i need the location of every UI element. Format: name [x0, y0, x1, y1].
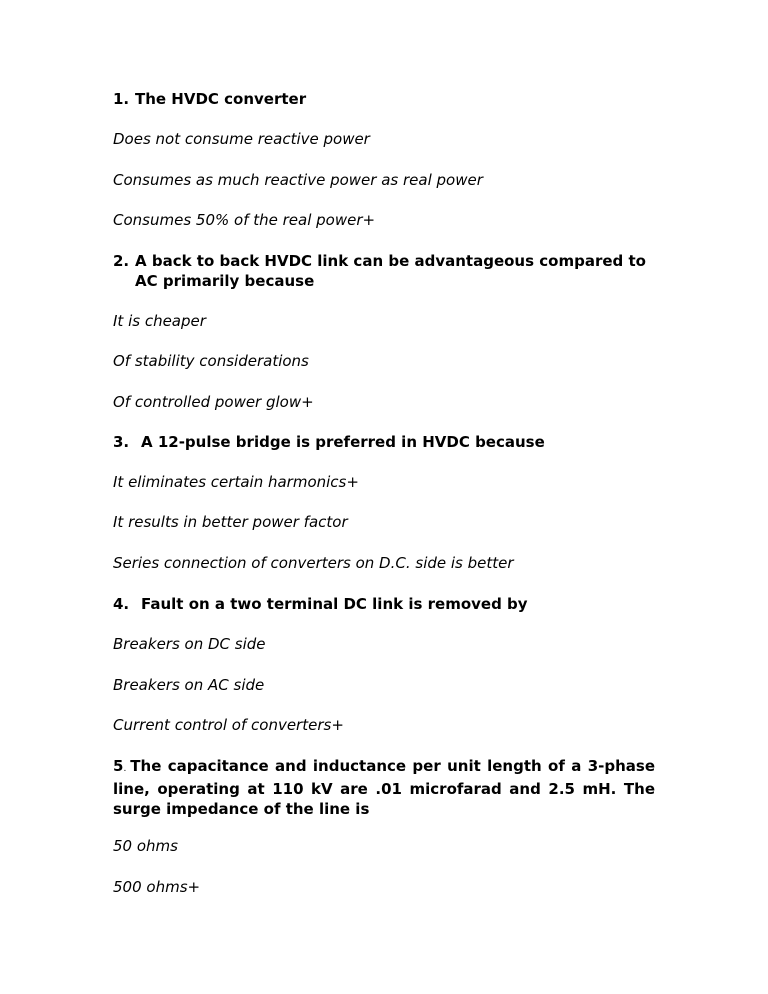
- option: Of controlled power glow+: [113, 393, 314, 411]
- option: It eliminates certain harmonics+: [113, 473, 359, 491]
- option: Breakers on DC side: [113, 635, 266, 653]
- option: 50 ohms: [113, 837, 178, 855]
- option: Of stability considerations: [113, 352, 309, 370]
- option: Consumes 50% of the real power+: [113, 211, 376, 229]
- option: 500 ohms+: [113, 878, 201, 896]
- question-5: 5. The capacitance and inductance per unit length of a 3-phase line, operating at 110 kV are .01 microfarad and 2.5 mH. The surge impedance of the line is: [113, 757, 655, 818]
- question-3: 3. A 12-pulse bridge is preferred in HVDC because: [113, 433, 545, 451]
- question-1: 1. The HVDC converter: [113, 90, 307, 108]
- question-2: 2. A back to back HVDC link can be advantageous compared to AC primarily because: [113, 252, 646, 290]
- option: It is cheaper: [113, 312, 206, 330]
- option: Breakers on AC side: [113, 676, 265, 694]
- option: It results in better power factor: [113, 513, 348, 531]
- option: Consumes as much reactive power as real power: [113, 171, 483, 189]
- option: Does not consume reactive power: [113, 130, 370, 148]
- option: Current control of converters+: [113, 716, 344, 734]
- question-4: 4. Fault on a two terminal DC link is removed by: [113, 595, 528, 613]
- option: Series connection of converters on D.C. side is better: [113, 554, 514, 572]
